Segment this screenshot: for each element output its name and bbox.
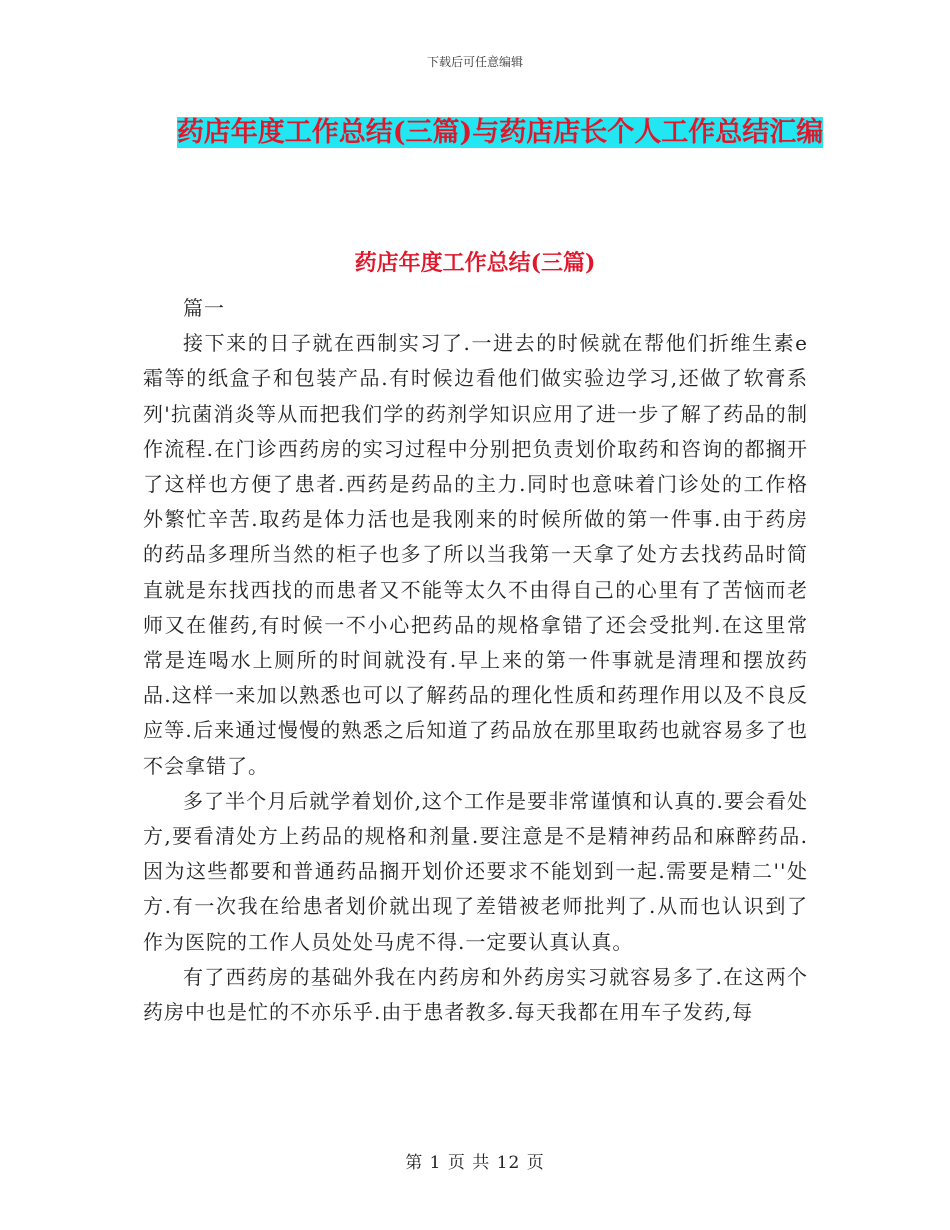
part-label: 篇一 (183, 296, 225, 320)
paragraph: 接下来的日子就在西制实习了.一进去的时候就在帮他们折维生素e霜等的纸盒子和包装产品.有时候边看他们做实验边学习,还做了软膏系列'抗菌消炎等从而把我们学的药剂学知识应用了进一步了解了药品的制作流程.在门诊西药房的实习过程中分别把负责划价取药和咨询的都搁开了这样也方便了患者.西药是药品的主力.同时也意味着门诊处的工作格外繁忙辛苦.取药是体力活也是我刚来的时候所做的第一件事.由于药房的药品多理所当然的柜子也多了所以当我第一天拿了处方去找药品时简直就是东找西找的而患者又不能等太久不由得自己的心里有了苦恼而老师又在催药,有时候一不小心把药品的规格拿错了还会受批判.在这里常常是连喝水上厕所的时间就没有.早上来的第一件事就是清理和摆放药品.这样一来加以熟悉也可以了解药品的理化性质和药理作用以及不良反应等.后来通过慢慢的熟悉之后知道了药品放在那里取药也就容易多了也不会拿错了。 (143, 331, 808, 778)
document-title-text: 药店年度工作总结(三篇)与药店店长个人工作总结汇编 (176, 117, 824, 148)
paragraph: 多了半个月后就学着划价,这个工作是要非常谨慎和认真的.要会看处方,要看清处方上药品的规格和剂量.要注意是不是精神药品和麻醉药品.因为这些都要和普通药品搁开划价还要求不能划到一起.需要是精二''处方.有一次我在给患者划价就出现了差错被老师批判了.从而也认识到了作为医院的工作人员处处马虎不得.一定要认真认真。 (143, 788, 808, 954)
document-title (150, 108, 850, 158)
header-note: 下载后可任意编辑 (426, 55, 523, 69)
paragraph: 有了西药房的基础外我在内药房和外药房实习就容易多了.在这两个药房中也是忙的不亦乐乎.由于患者教多.每天我都在用车子发药,每 (143, 964, 808, 1025)
page-footer: 第 1 页 共 12 页 (405, 1153, 545, 1173)
body-text (143, 291, 808, 1030)
section-title: 药店年度工作总结(三篇) (354, 250, 596, 276)
